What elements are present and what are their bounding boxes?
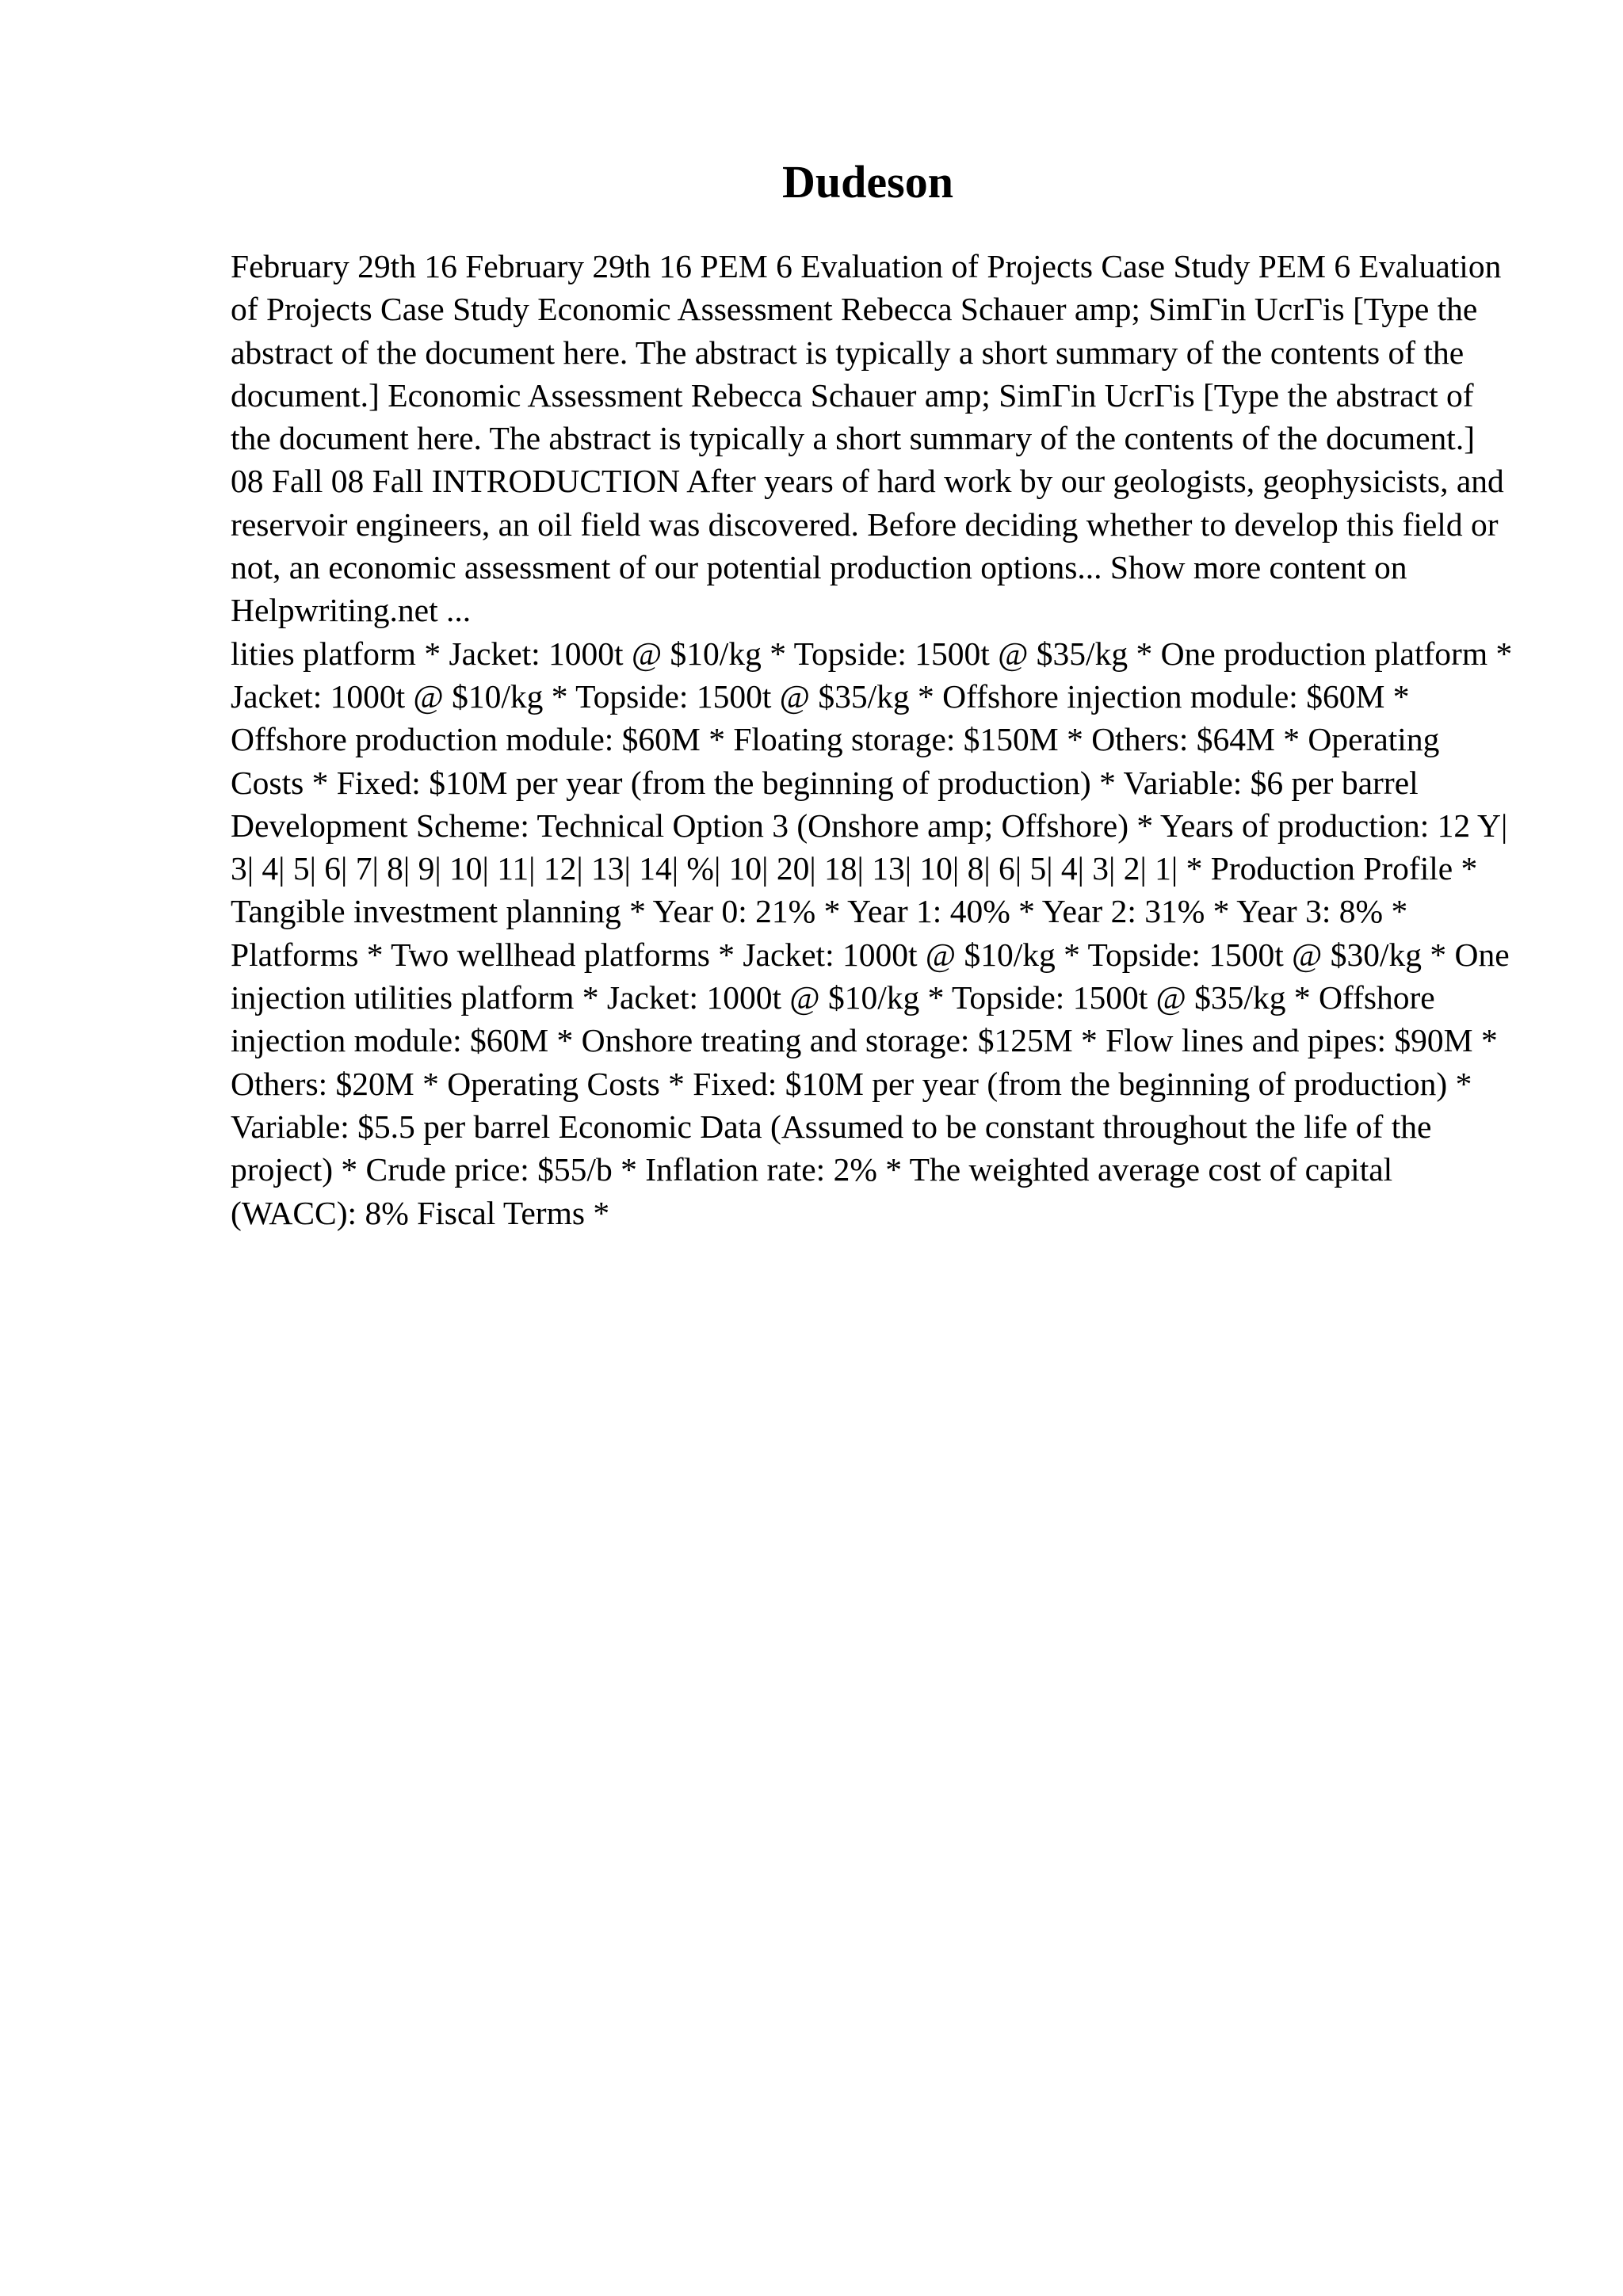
details-paragraph: lities platform * Jacket: 1000t @ $10/kg * Topside: 1500t @ $35/kg * One production platform * Jacket: 1000t @ $10/kg * Topside: 1500t @ $35/kg * Offshore injection module: $60M * Offshore production module: $60M * Floating storage: $150M * Others: $64M * Operating Costs * Fixed: $10M per year (from the beginning of production) * Variable: $6 per barrel Development Scheme: Technical Option 3 (Onshore amp; Offshore) * Years of production: 12 Y| 3| 4| 5| 6| 7| 8| 9| 10| 11| 12| 13| 14| %| 10| 20| 18| 13| 10| 8| 6| 5| 4| 3| 2| 1| * Production Profile * Tangible investment planning * Year 0: 21% * Year 1: 40% * Year 2: 31% * Year 3: 8% * Platforms * Two wellhead platforms * Jacket: 1000t @ $10/kg * Topside: 1500t @ $30/kg * One injection utilities platform * Jacket: 1000t @ $10/kg * Topside: 1500t @ $35/kg * Offshore injection module: $60M * Onshore treating and storage: $125M * Flow lines and pipes: $90M * Others: $20M * Operating Costs * Fixed: $10M per year (from the beginning of production) * Variable: $5.5 per barrel Economic Data (Assumed to be constant throughout the life of the project) * Crude price: $55/b * Inflation rate: 2% * The weighted average cost of capital (WACC): 8% Fiscal Terms *: [231, 635, 1513, 1231]
document-body: [231, 245, 1514, 1234]
document-title: Dudeson: [782, 156, 953, 208]
intro-paragraph: February 29th 16 February 29th 16 PEM 6 Evaluation of Projects Case Study PEM 6 Evaluation of Projects Case Study Economic Assessment Rebecca Schauer amp; SimΓin UcrΓis [Type the abstract of the document here. The abstract is typically a short summary of the contents of the document.] Economic Assessment Rebecca Schauer amp; SimΓin UcrΓis [Type the abstract of the document here. The abstract is typically a short summary of the contents of the document.] 08 Fall 08 Fall INTRODUCTION After years of hard work by our geologists, geophysicists, and reservoir engineers, an oil field was discovered. Before deciding whether to develop this field or not, an economic assessment of our potential production options... Show more content on Helpwriting.net ...: [231, 248, 1504, 629]
